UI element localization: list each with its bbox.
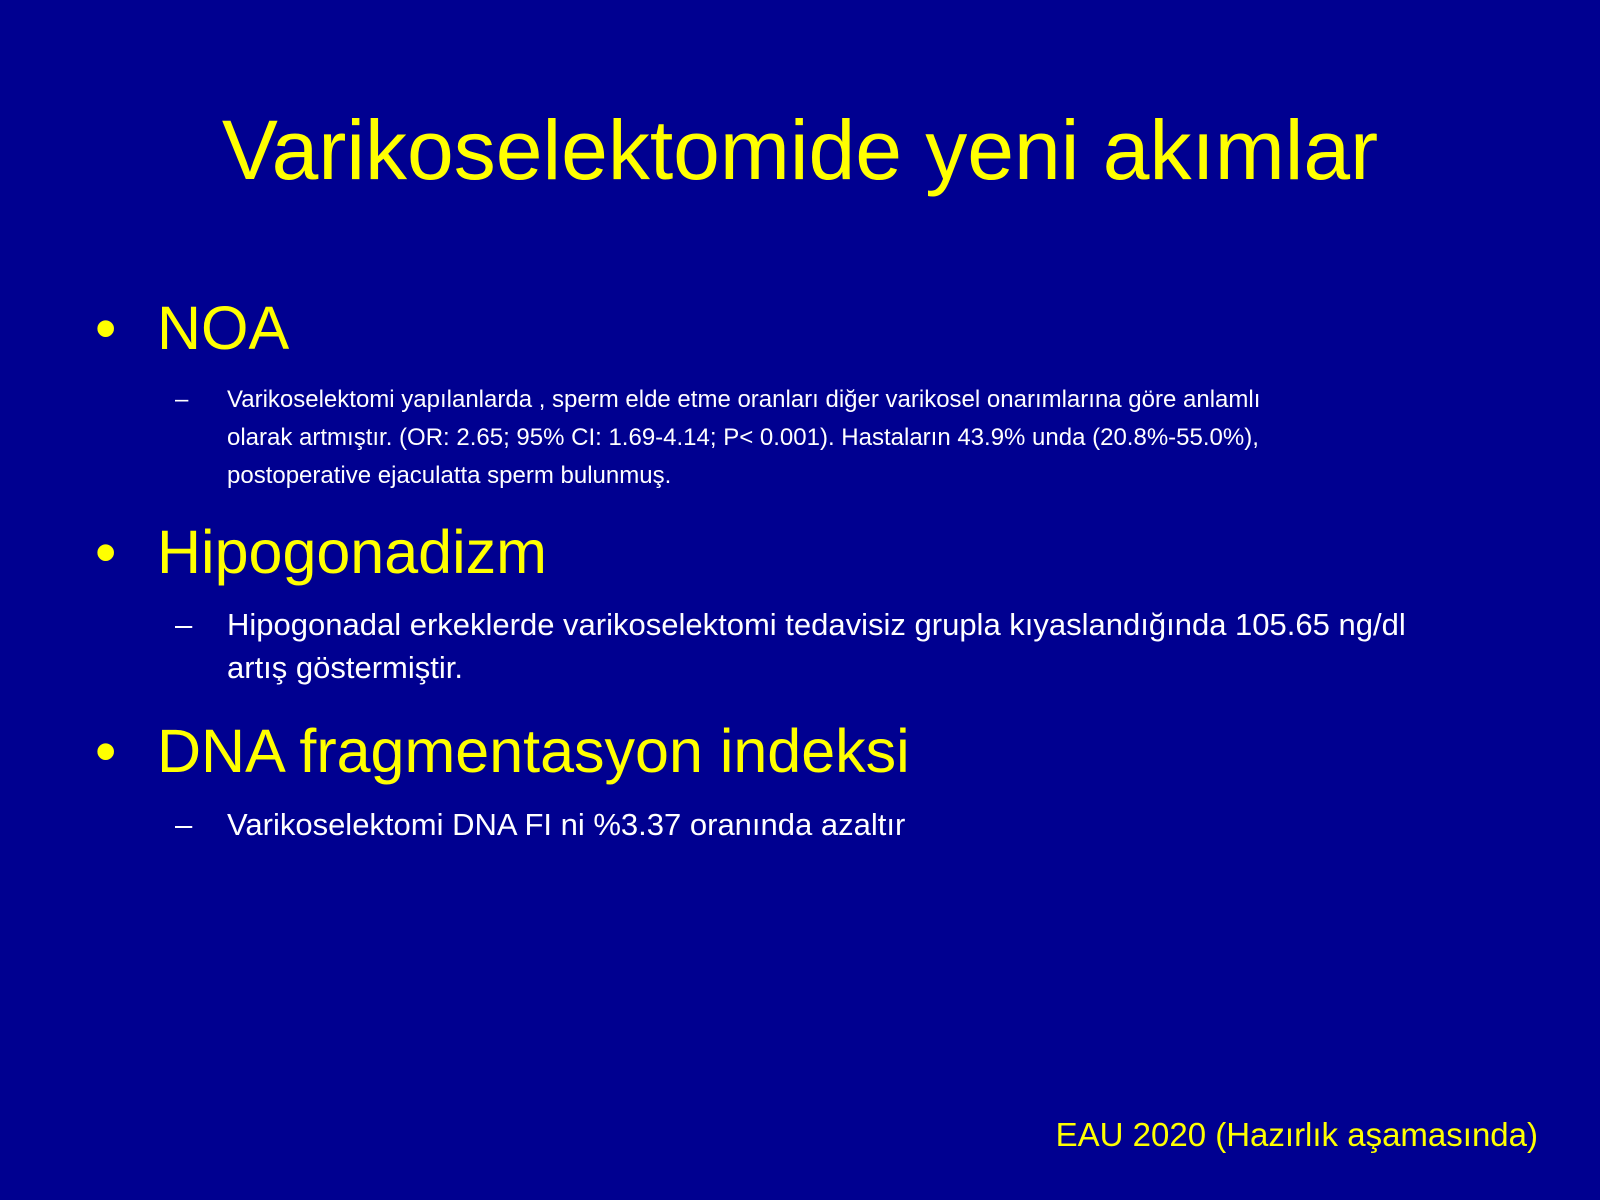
sub-item-text-dna-fragmentasyon — [227, 803, 905, 846]
sub-line: Hipogonadal erkeklerde varikoselektomi tedavisiz grupla kıyaslandığında 105.65 ng/dl — [227, 607, 1406, 642]
bullet-heading-hipogonadizm: Hipogonadizm — [157, 518, 547, 586]
bullet-heading-noa: NOA — [157, 294, 290, 362]
dash-marker: – — [175, 807, 193, 842]
slide-title: Varikoselektomide yeni akımlar — [221, 103, 1379, 197]
bullet-dot: • — [95, 294, 117, 362]
bullet-noa — [95, 293, 289, 363]
bullet-dna-fragmentasyon — [95, 716, 910, 786]
bullet-dot: • — [95, 717, 117, 785]
sub-line: Varikoselektomi DNA FI ni %3.37 oranında azaltır — [227, 807, 906, 842]
dash-marker: – — [175, 386, 189, 413]
sub-line: artış göstermiştir. — [227, 650, 463, 685]
bullet-dot: • — [95, 518, 117, 586]
bullet-hipogonadizm — [95, 517, 547, 587]
dash-marker: – — [175, 607, 193, 642]
sub-item-text-noa — [227, 381, 1260, 495]
bullet-heading-dna-fragmentasyon: DNA fragmentasyon indeksi — [157, 717, 910, 785]
sub-line: olarak artmıştır. (OR: 2.65; 95% CI: 1.69-4.14; P< 0.001). Hastaların 43.9% unda (20.8%-55.0%), — [227, 424, 1259, 451]
sub-item-text-hipogonadizm — [227, 603, 1406, 689]
slide-footer-source: EAU 2020 (Hazırlık aşamasında) — [1055, 1116, 1538, 1153]
sub-line: Varikoselektomi yapılanlarda , sperm elde etme oranları diğer varikosel onarımlarına göre anlamlı — [227, 386, 1261, 413]
sub-line: postoperative ejaculatta sperm bulunmuş. — [227, 462, 672, 489]
